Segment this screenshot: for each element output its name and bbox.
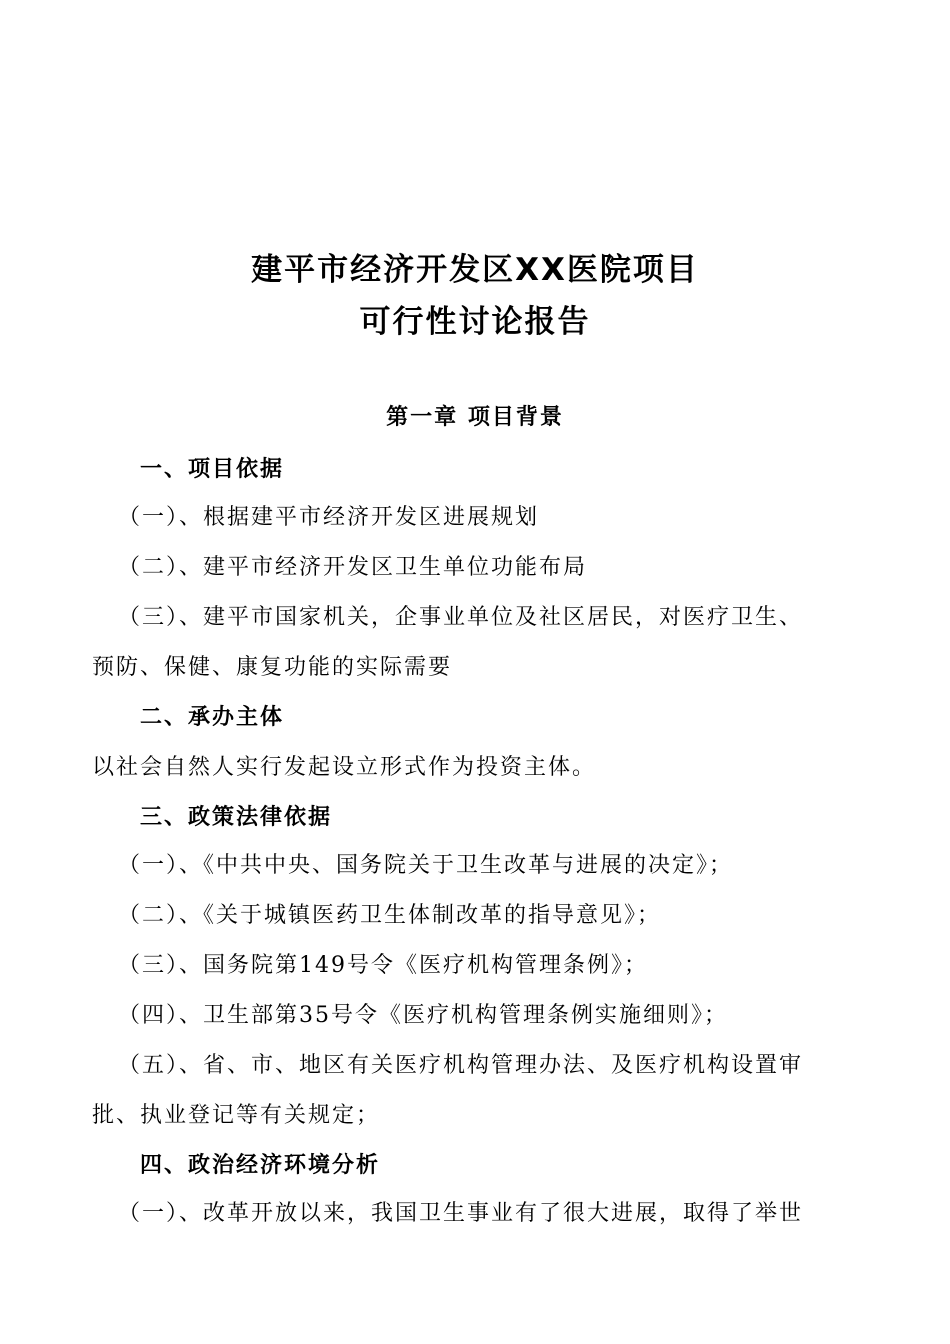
section-heading-environment-analysis: 四、政治经济环境分析	[140, 1153, 381, 1178]
section-heading-project-basis: 一、项目依据	[140, 457, 285, 482]
document-title-line-2: 可行性讨论报告	[359, 304, 591, 340]
paragraph-line: （五）、省、市、地区有关医疗机构管理办法、及医疗机构设置审	[118, 1053, 804, 1078]
section-heading-sponsor: 二、承办主体	[140, 705, 285, 730]
paragraph-line: （一）、根据建平市经济开发区进展规划	[118, 505, 540, 530]
paragraph-line: 批、执业登记等有关规定；	[92, 1103, 381, 1128]
paragraph-line: （四）、卫生部第35号令《医疗机构管理条例实施细则》；	[118, 1003, 728, 1028]
document-title-line-1: 建平市经济开发区XX医院项目	[251, 252, 699, 288]
paragraph-line: （一）、《中共中央、国务院关于卫生改革与进展的决定》；	[118, 853, 734, 878]
paragraph-line: 预防、保健、康复功能的实际需要	[92, 655, 453, 680]
paragraph-line: （三）、国务院第149号令《医疗机构管理条例》；	[118, 953, 648, 978]
paragraph-line: 以社会自然人实行发起设立形式作为投资主体。	[92, 755, 597, 780]
paragraph-line: （二）、建平市经济开发区卫生单位功能布局	[118, 555, 588, 580]
paragraph-line: （三）、建平市国家机关，企事业单位及社区居民，对医疗卫生、	[118, 605, 804, 630]
chapter-heading: 第一章 项目背景	[386, 405, 564, 430]
paragraph-line: （二）、《关于城镇医药卫生体制改革的指导意见》；	[118, 903, 662, 928]
section-heading-legal-basis: 三、政策法律依据	[140, 805, 333, 830]
paragraph-line: （一）、改革开放以来，我国卫生事业有了很大进展，取得了举世	[118, 1201, 804, 1226]
